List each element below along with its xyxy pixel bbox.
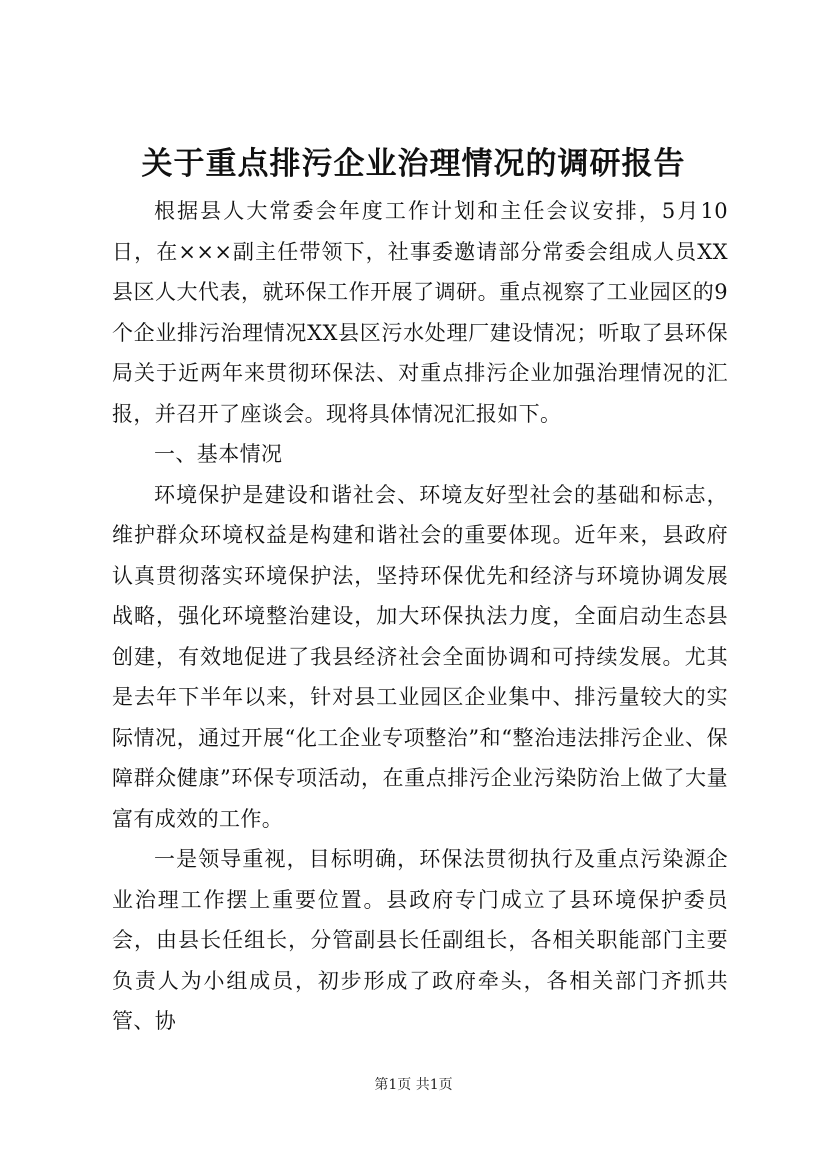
section-heading-basic-situation: 一、基本情况	[154, 442, 283, 466]
page-footer: 第1页 共1页	[374, 1077, 453, 1093]
document-title: 关于重点排污企业治理情况的调研报告	[141, 146, 686, 182]
paragraph-leadership: 一是领导重视，目标明确，环保法贯彻执行及重点污染源企业治理工作摆上重要位置。县政府专门成立了县环境保护委员会，由县长任组长，分管副县长任副组长，各相关职能部门主要负责人为小组成员，初步形成了政府牵头，各相关部门齐抓共管、协	[112, 847, 728, 1033]
paragraph-intro: 根据县人大常委会年度工作计划和主任会议安排，5月10日，在×××副主任带领下，社事委邀请部分常委会组成人员XX县区人大代表，就环保工作开展了调研。重点视察了工业园区的9个企业排污治理情况XX县区污水处理厂建设情况；听取了县环保局关于近两年来贯彻环保法、对重点排污企业加强治理情况的汇报，并召开了座谈会。现将具体情况汇报如下。	[112, 199, 728, 426]
paragraph-environment-protection: 环境保护是建设和谐社会、环境友好型社会的基础和标志，维护群众环境权益是构建和谐社会的重要体现。近年来，县政府认真贯彻落实环境保护法，坚持环保优先和经济与环境协调发展战略，强化环境整治建设，加大环保执法力度，全面启动生态县创建，有效地促进了我县经济社会全面协调和可持续发展。尤其是去年下半年以来，针对县工业园区企业集中、排污量较大的实际情况，通过开展“化工企业专项整治”和“整治违法排污企业、保障群众健康”环保专项活动，在重点排污企业污染防治上做了大量富有成效的工作。	[112, 482, 728, 831]
document-body	[112, 191, 728, 1042]
